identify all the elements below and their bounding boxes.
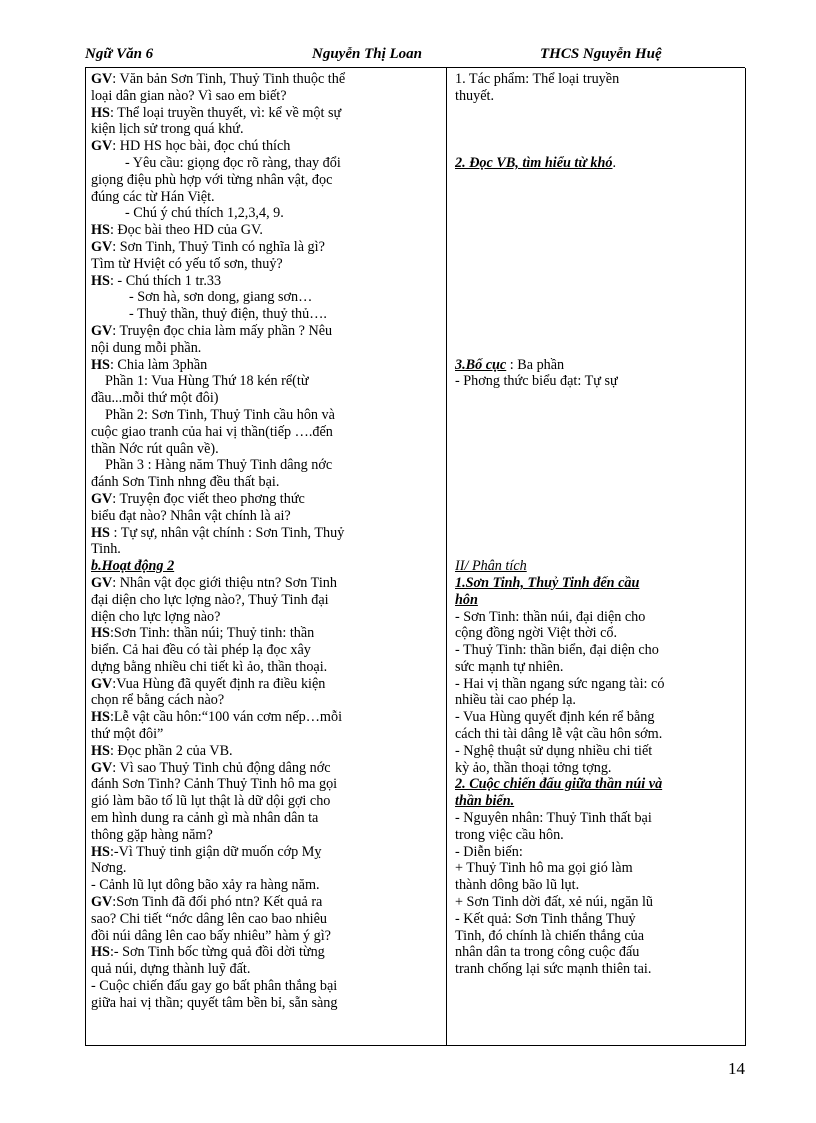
line-text: : Thể loại truyền thuyết, vì: kể về một sự — [109, 104, 342, 121]
line-text: :Sơn Tinh đã đối phó ntn? Kết quả ra — [112, 894, 323, 911]
section-heading: 1.Sơn Tinh, Thuỷ Tinh đến cầu — [455, 574, 640, 591]
section-heading: thần biển. — [455, 793, 515, 810]
line-text: : Văn bản Sơn Tinh, Thuỷ Tinh thuộc thể — [112, 71, 346, 87]
line-text: - Sơn hà, sơn dong, giang sơn… — [129, 289, 313, 306]
left-line — [91, 592, 441, 609]
right-line — [455, 793, 739, 810]
line-text: tranh chống lại sức mạnh thiên tai. — [455, 961, 652, 978]
right-line — [455, 138, 739, 155]
right-line — [455, 357, 739, 374]
right-line — [455, 525, 739, 542]
line-text: thần Nớc rút quân về). — [91, 440, 219, 457]
left-line — [91, 575, 441, 592]
line-text: :- Sơn Tinh bốc từng quả đồi dời từng — [109, 944, 325, 961]
left-line — [91, 441, 441, 458]
right-line — [455, 659, 739, 676]
line-text: thông gặp hàng năm? — [91, 826, 213, 843]
line-text: Tìm từ Hviệt có yếu tố sơn, thuỷ? — [91, 255, 283, 272]
section-heading: 2. Cuộc chiến đấu giữa thần núi và — [455, 776, 663, 793]
line-text: sao? Chi tiết “nớc dâng lên cao bao nhiêu — [91, 910, 327, 927]
right-line — [455, 457, 739, 474]
section-heading: 2. Đọc VB, tìm hiểu từ khó — [455, 154, 613, 171]
line-text: - Cuộc chiến đấu gay go bất phân thắng bại — [91, 978, 338, 995]
left-line — [91, 474, 441, 491]
line-text: em hình dung ra cảnh gì mà nhân dân ta — [91, 810, 319, 827]
left-line — [91, 525, 441, 542]
right-line — [455, 558, 739, 575]
left-line — [91, 961, 441, 978]
line-text: - Cảnh lũ lụt dông bão xảy ra hàng năm. — [91, 877, 320, 894]
line-text: :Lễ vật cầu hôn:“100 ván cơm nếp…mỗi — [109, 709, 343, 726]
left-line — [91, 709, 441, 726]
line-text: : Nhân vật đọc giới thiệu ntn? Sơn Tinh — [112, 574, 337, 591]
left-line — [91, 776, 441, 793]
left-line — [91, 760, 441, 777]
line-text: biểu đạt nào? Nhân vật chính là ai? — [91, 507, 291, 524]
left-line — [91, 609, 441, 626]
left-line — [91, 793, 441, 810]
page-header — [85, 46, 745, 68]
page-number: 14 — [728, 1059, 745, 1078]
speaker-label: HS — [91, 709, 110, 726]
heading-tail: . — [612, 154, 617, 171]
line-text: diện cho lực lợng nào? — [91, 608, 221, 625]
line-text: : Đọc bài theo HD của GV. — [109, 222, 263, 239]
right-line — [455, 810, 739, 827]
speaker-label: HS — [91, 742, 110, 759]
line-text: nhân dân ta trong công cuộc đấu — [455, 944, 640, 961]
right-line — [455, 860, 739, 877]
line-text: :-Vì Thuỷ tinh giận dữ muốn cớp Mỵ — [109, 843, 322, 860]
line-text: : Chia làm 3phần — [109, 356, 208, 373]
line-text: biển. Cả hai đều có tài phép lạ đọc xây — [91, 642, 311, 659]
left-line — [91, 491, 441, 508]
speaker-label: HS — [91, 356, 110, 373]
line-text: giọng điệu phù hợp với từng nhân vật, đọc — [91, 171, 333, 188]
line-text: kỳ ảo, thần thoại tởng tợng. — [455, 759, 612, 776]
right-line — [455, 676, 739, 693]
right-line — [455, 692, 739, 709]
left-line — [91, 642, 441, 659]
right-line — [455, 306, 739, 323]
speaker-label: GV — [91, 138, 113, 155]
speaker-label: GV — [91, 759, 113, 776]
line-text: : HD HS học bài, đọc chú thích — [112, 138, 291, 155]
left-line — [91, 692, 441, 709]
right-line — [455, 508, 739, 525]
line-text: - Thuỷ thần, thuỷ điện, thuỷ thủ…. — [129, 306, 327, 323]
line-text: : - Chú thích 1 tr.33 — [109, 272, 222, 289]
left-line — [91, 424, 441, 441]
right-line — [455, 340, 739, 357]
left-line — [91, 155, 441, 172]
right-line — [455, 373, 739, 390]
speaker-label: HS — [91, 944, 110, 961]
section-heading: hôn — [455, 591, 478, 608]
right-line — [455, 222, 739, 239]
left-line — [91, 978, 441, 995]
left-line — [91, 558, 441, 575]
left-line — [91, 88, 441, 105]
line-text: Tinh, đó chính là chiến thắng của — [455, 927, 645, 944]
line-text: cộng đồng ngời Việt thời cổ. — [455, 625, 618, 642]
speaker-label: HS — [91, 104, 110, 121]
line-text: kiện lịch sử trong quá khứ. — [91, 121, 244, 138]
line-text: - Chú ý chú thích 1,2,3,4, 9. — [125, 205, 284, 222]
left-line — [91, 726, 441, 743]
right-line — [455, 273, 739, 290]
line-text: 1. Tác phẩm: Thể loại truyền — [455, 71, 620, 87]
line-text: đúng các từ Hán Việt. — [91, 188, 215, 205]
right-line — [455, 424, 739, 441]
header-school: THCS Nguyễn Huệ — [540, 46, 662, 62]
line-text: - Diễn biến: — [455, 843, 523, 860]
line-text: Tinh. — [91, 541, 121, 558]
left-line — [91, 138, 441, 155]
line-text: trong việc cầu hôn. — [455, 826, 564, 843]
speaker-label: GV — [91, 574, 113, 591]
line-text: :Vua Hùng đã quyết định ra điều kiện — [112, 675, 326, 692]
left-line — [91, 323, 441, 340]
line-text: - Kết quả: Sơn Tinh thắng Thuỷ — [455, 910, 636, 927]
right-line — [455, 844, 739, 861]
left-line — [91, 373, 441, 390]
right-line — [455, 172, 739, 189]
header-subject: Ngữ Văn 6 — [85, 46, 154, 62]
left-line — [91, 239, 441, 256]
header-teacher: Nguyễn Thị Loan — [312, 46, 423, 62]
left-line — [91, 222, 441, 239]
activities-column — [91, 71, 441, 1012]
right-line — [455, 474, 739, 491]
line-text: đánh Sơn Tinh? Cảnh Thuỷ Tinh hô ma gọi — [91, 776, 338, 793]
speaker-label: HS — [91, 843, 110, 860]
left-line — [91, 743, 441, 760]
right-line — [455, 760, 739, 777]
right-line — [455, 911, 739, 928]
left-line — [91, 860, 441, 877]
right-line — [455, 609, 739, 626]
right-line — [455, 189, 739, 206]
line-text: quả núi, dựng thành luỹ đất. — [91, 961, 251, 978]
left-line — [91, 256, 441, 273]
line-text: đánh Sơn Tinh nhng đều thất bại. — [91, 474, 280, 491]
heading-tail: : Ba phần — [506, 356, 565, 373]
right-line — [455, 105, 739, 122]
line-text: - Nguyên nhân: Thuỷ Tinh thất bại — [455, 810, 652, 827]
line-text: cách thi tài dâng lễ vật cầu hôn sớm. — [455, 726, 663, 743]
left-line — [91, 105, 441, 122]
right-line — [455, 726, 739, 743]
speaker-label: HS — [91, 625, 110, 642]
right-line — [455, 441, 739, 458]
line-text: đại diện cho lực lợng nào?, Thuỷ Tinh đại — [91, 591, 329, 608]
left-line — [91, 844, 441, 861]
right-line — [455, 323, 739, 340]
line-text: : Truyện đọc viết theo phơng thức — [112, 490, 305, 507]
right-line — [455, 71, 739, 88]
line-text: + Thuỷ Tinh hô ma gọi gió làm — [455, 860, 633, 877]
left-line — [91, 928, 441, 945]
line-text: gió làm bão tố lũ lụt thật là dữ dội gợi cho — [91, 793, 331, 810]
left-line — [91, 877, 441, 894]
left-line — [91, 273, 441, 290]
right-line — [455, 709, 739, 726]
line-text: - Yêu cầu: giọng đọc rõ ràng, thay đổi — [125, 154, 341, 171]
line-text: : Vì sao Thuỷ Tinh chủ động dâng nớc — [112, 759, 331, 776]
speaker-label: GV — [91, 490, 113, 507]
line-text: thành dông bão lũ lụt. — [455, 877, 580, 894]
section-heading: b.Hoạt động 2 — [91, 558, 175, 575]
line-text: Phần 2: Sơn Tinh, Thuỷ Tinh cầu hôn và — [105, 406, 335, 423]
right-line — [455, 541, 739, 558]
left-line — [91, 121, 441, 138]
line-text: - Thuỷ Tinh: thần biển, đại diện cho — [455, 642, 659, 659]
line-text: thuyết. — [455, 87, 495, 104]
line-text: - Vua Hùng quyết định kén rể bằng — [455, 709, 655, 726]
speaker-label: HS — [91, 272, 110, 289]
line-text: - Nghệ thuật sử dụng nhiều chi tiết — [455, 742, 653, 759]
line-text: thứ một đôi” — [91, 726, 164, 743]
line-text: giữa hai vị thần; quyết tâm bền bỉ, sẵn sàng — [91, 994, 338, 1011]
left-line — [91, 71, 441, 88]
line-text: Phần 1: Vua Hùng Thứ 18 kén rể(từ — [105, 373, 309, 390]
line-text: :Sơn Tinh: thần núi; Thuỷ tinh: thần — [109, 625, 315, 642]
left-line — [91, 289, 441, 306]
left-line — [91, 659, 441, 676]
left-line — [91, 911, 441, 928]
left-line — [91, 340, 441, 357]
line-text: Nơng. — [91, 860, 127, 877]
part-heading: II/ Phân tích — [455, 558, 527, 575]
right-line — [455, 289, 739, 306]
line-text: loại dân gian nào? Vì sao em biết? — [91, 87, 287, 104]
right-line — [455, 743, 739, 760]
right-line — [455, 894, 739, 911]
left-line — [91, 995, 441, 1012]
line-text: Phần 3 : Hàng năm Thuỷ Tinh dâng nớc — [105, 457, 333, 474]
left-line — [91, 676, 441, 693]
line-text: + Sơn Tinh dời đất, xẻ núi, ngăn lũ — [455, 894, 654, 911]
left-line — [91, 457, 441, 474]
section-heading: 3.Bố cục — [455, 356, 507, 373]
right-line — [455, 407, 739, 424]
right-line — [455, 625, 739, 642]
left-line — [91, 625, 441, 642]
line-text: : Đọc phần 2 của VB. — [109, 742, 233, 759]
right-line — [455, 205, 739, 222]
line-text: nội dung mỗi phần. — [91, 339, 202, 356]
line-text: - Phơng thức biểu đạt: Tự sự — [455, 373, 618, 390]
line-text: đồi núi dâng lên cao bấy nhiêu” hàm ý gì? — [91, 927, 331, 944]
line-text: : Sơn Tinh, Thuỷ Tinh có nghĩa là gì? — [112, 238, 325, 255]
speaker-label: HS — [91, 524, 110, 541]
column-divider — [446, 68, 447, 1045]
speaker-label: GV — [91, 894, 113, 911]
left-line — [91, 205, 441, 222]
left-line — [91, 390, 441, 407]
left-line — [91, 189, 441, 206]
left-line — [91, 944, 441, 961]
line-text: nhiều tài cao phép lạ. — [455, 692, 576, 709]
left-line — [91, 894, 441, 911]
line-text: : Tự sự, nhân vật chính : Sơn Tinh, Thuỷ — [109, 524, 345, 541]
left-line — [91, 407, 441, 424]
right-line — [455, 961, 739, 978]
left-line — [91, 541, 441, 558]
speaker-label: HS — [91, 222, 110, 239]
right-line — [455, 928, 739, 945]
line-text: chọn rể bằng cách nào? — [91, 692, 225, 709]
right-line — [455, 776, 739, 793]
line-text: - Hai vị thần ngang sức ngang tài: có — [455, 675, 665, 692]
right-line — [455, 121, 739, 138]
right-line — [455, 642, 739, 659]
left-line — [91, 810, 441, 827]
right-line — [455, 944, 739, 961]
right-line — [455, 155, 739, 172]
right-line — [455, 390, 739, 407]
right-line — [455, 575, 739, 592]
right-line — [455, 827, 739, 844]
lesson-table — [85, 68, 746, 1046]
left-line — [91, 172, 441, 189]
line-text: - Sơn Tinh: thần núi, đại diện cho — [455, 608, 646, 625]
left-line — [91, 508, 441, 525]
speaker-label: GV — [91, 322, 113, 339]
speaker-label: GV — [91, 71, 113, 87]
right-line — [455, 592, 739, 609]
line-text: cuộc giao tranh của hai vị thần(tiếp ….đến — [91, 423, 333, 440]
line-text: : Truyện đọc chia làm mấy phần ? Nêu — [112, 322, 333, 339]
right-line — [455, 88, 739, 105]
left-line — [91, 357, 441, 374]
right-line — [455, 877, 739, 894]
right-line — [455, 491, 739, 508]
speaker-label: GV — [91, 675, 113, 692]
right-line — [455, 239, 739, 256]
line-text: đầu...mỗi thứ một đôi) — [91, 390, 219, 407]
left-line — [91, 306, 441, 323]
left-line — [91, 827, 441, 844]
speaker-label: GV — [91, 238, 113, 255]
right-line — [455, 256, 739, 273]
line-text: sức mạnh tự nhiên. — [455, 658, 564, 675]
line-text: dựng bằng nhiều chi tiết kì ảo, thần thoại. — [91, 658, 328, 675]
content-column — [455, 71, 739, 978]
